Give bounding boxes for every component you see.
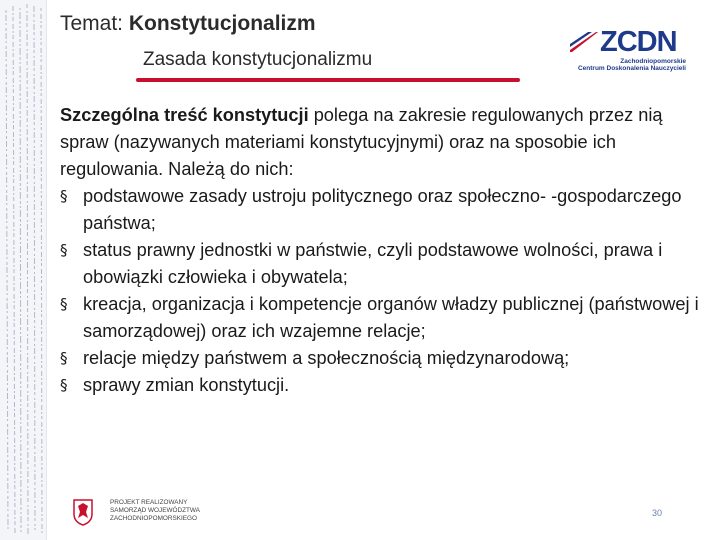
section-bullet-icon: § [60, 349, 68, 367]
list-item [60, 237, 710, 291]
list-item-text: kreacja, organizacja i kompetencje organów władzy publicznej (państwowej i samorządowej) oraz ich wzajemne relacje; [83, 294, 699, 341]
topic-prefix: Temat: [60, 12, 129, 35]
list-item-text: podstawowe zasady ustroju politycznego oraz społeczno- -gospodarczego państwa; [83, 186, 682, 233]
griffin-emblem-icon [72, 498, 94, 526]
zcdn-logo-text: ZCDN [600, 26, 677, 58]
footer-sponsor-logo [72, 496, 202, 532]
list-item [60, 372, 710, 399]
page-title [60, 12, 316, 36]
zcdn-logo [570, 26, 686, 74]
zcdn-logo-mark-icon [570, 30, 598, 52]
decorative-manuscript-strip [0, 0, 47, 540]
zcdn-logo-subtitle: Zachodniopomorskie Centrum Doskonalenia Nauczycieli [577, 58, 686, 72]
list-item-text: relacje między państwem a społecznością międzynarodową; [83, 348, 570, 368]
page-subtitle: Zasada konstytucjonalizmu [143, 49, 373, 70]
list-item [60, 291, 710, 345]
manuscript-texture [0, 0, 46, 540]
page-number: 30 [652, 508, 663, 518]
main-content [60, 102, 710, 399]
section-bullet-icon: § [60, 241, 68, 259]
list-item-text: status prawny jednostki w państwie, czyli podstawowe wolności, prawa i obowiązki człowieka i obywatela; [83, 240, 663, 287]
list-item [60, 183, 710, 237]
section-bullet-icon: § [60, 187, 68, 205]
list-item-text: sprawy zmian konstytucji. [83, 375, 290, 395]
list-item [60, 345, 710, 372]
section-bullet-icon: § [60, 376, 68, 394]
section-bullet-icon: § [60, 295, 68, 313]
materia-list [60, 183, 710, 399]
lead-text: polega na zakresie regulowanych przez nią spraw (nazywanych materiami konstytucyjnymi) oraz na sposobie ich regulowania. Należą do nich: [60, 105, 663, 179]
lead-bold-text: Szczególna treść konstytucji [60, 105, 309, 125]
footer-sponsor-text: PROJEKT REALIZOWANY SAMORZĄD WOJEWÓDZTWA ZACHODNIOPOMORSKIEGO [110, 499, 200, 522]
lead-paragraph [60, 102, 710, 183]
topic-name: Konstytucjonalizm [128, 12, 316, 35]
title-underline [136, 78, 520, 82]
